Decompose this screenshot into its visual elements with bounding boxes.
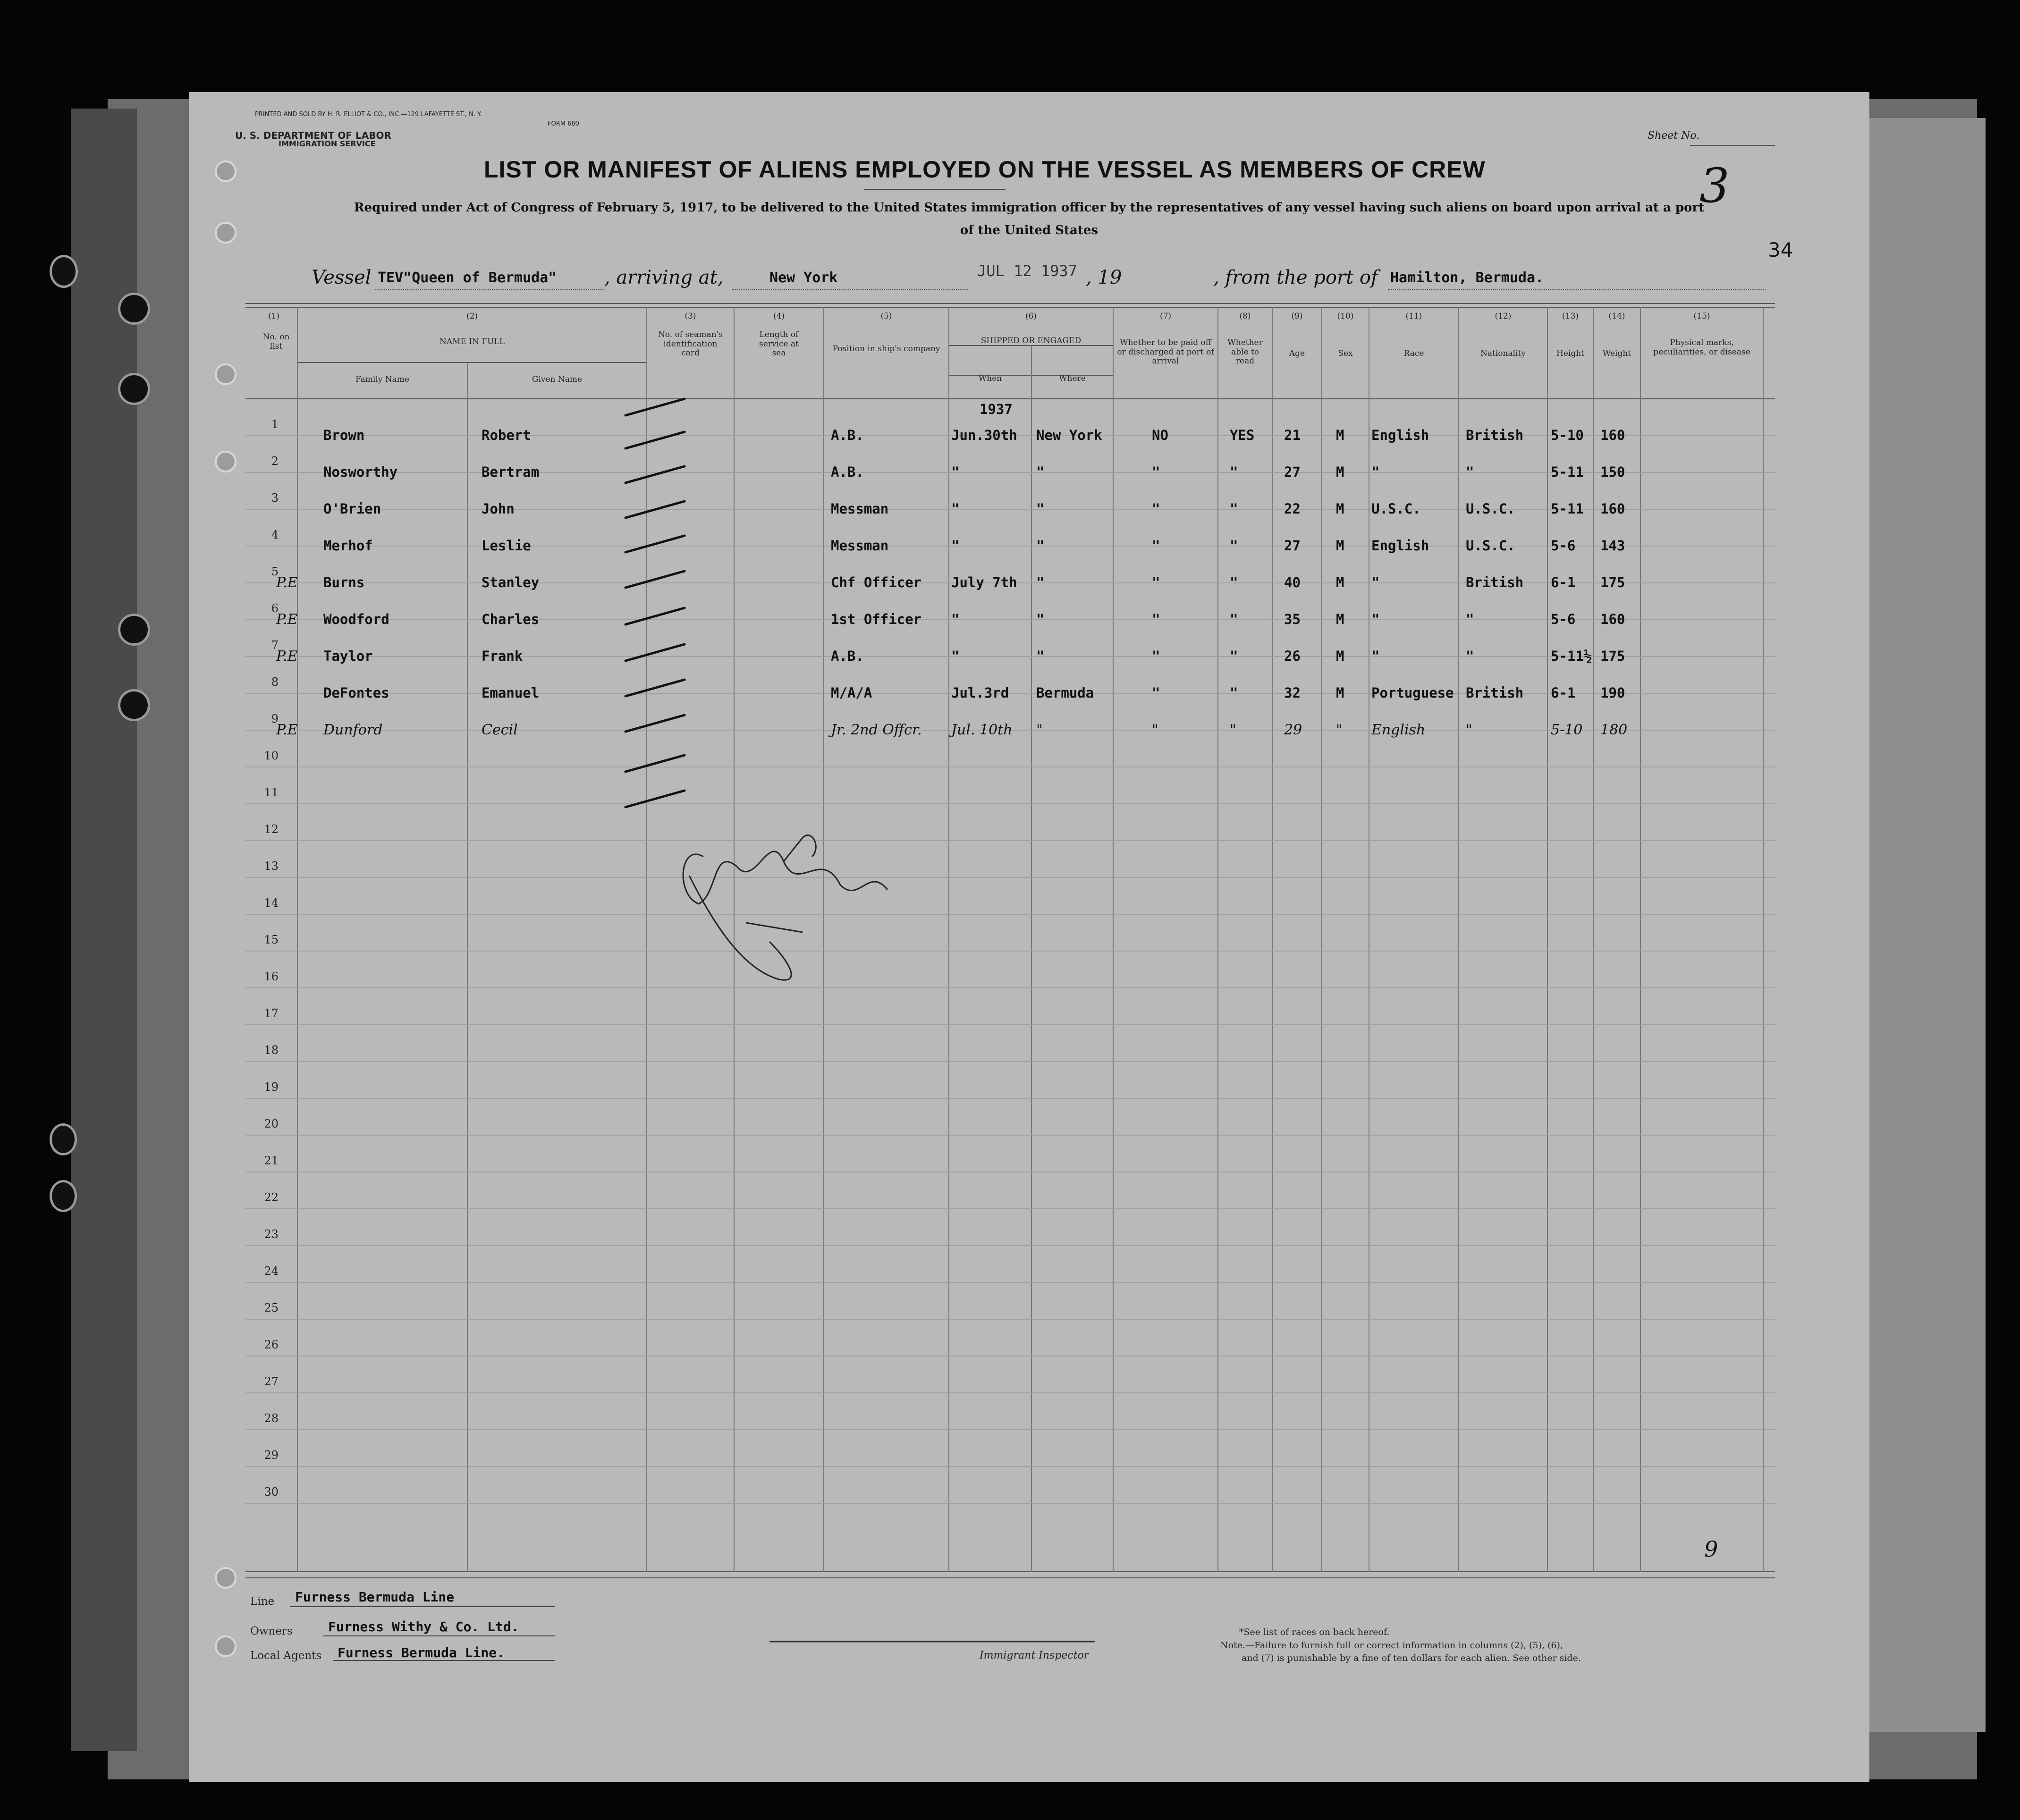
sex-cell: M xyxy=(1336,464,1344,480)
printer-line: PRINTED AND SOLD BY H. R. ELLIOT & CO., INC.—129 LAFAYETTE ST., N. Y. xyxy=(255,111,482,118)
nationality-cell: " xyxy=(1466,648,1474,664)
when-cell: Jul. 10th xyxy=(951,722,1013,738)
owners-label: Owners xyxy=(250,1625,293,1637)
weight-cell: 180 xyxy=(1600,722,1628,738)
row-number: 12 xyxy=(264,823,279,836)
given-name-cell: Stanley xyxy=(482,574,540,590)
row-number: 19 xyxy=(264,1080,279,1094)
col-number: (12) xyxy=(1495,312,1512,321)
row-number: 13 xyxy=(264,859,279,873)
department-name: U. S. DEPARTMENT OF LABOR xyxy=(235,130,391,141)
binding-hole-icon xyxy=(50,255,78,288)
position-cell: Messman xyxy=(831,538,889,554)
weight-cell: 175 xyxy=(1600,574,1625,590)
sheet-number: 3 xyxy=(1699,158,1730,213)
row-number: 1 xyxy=(271,418,279,431)
row-number: 20 xyxy=(264,1117,279,1130)
row-number: 2 xyxy=(271,455,279,468)
when-cell: Jul.3rd xyxy=(951,685,1009,701)
line-label: Line xyxy=(250,1595,275,1608)
weight-cell: 175 xyxy=(1600,648,1625,664)
height-cell: 5-11 xyxy=(1551,501,1584,517)
family-name-cell: Burns xyxy=(323,574,365,590)
paid-off-cell: " xyxy=(1152,722,1158,738)
paid-off-cell: " xyxy=(1152,501,1160,517)
row-number: 4 xyxy=(271,528,279,541)
able-read-cell: YES xyxy=(1230,427,1255,443)
age-cell: 21 xyxy=(1284,427,1301,443)
nationality-cell: British xyxy=(1466,427,1524,443)
age-cell: 27 xyxy=(1284,538,1301,554)
family-name-cell: Merhof xyxy=(323,538,373,554)
height-cell: 5-6 xyxy=(1551,611,1576,627)
pe-mark: P.E xyxy=(276,574,298,591)
agents-value: Furness Bermuda Line. xyxy=(338,1645,505,1660)
position-cell: A.B. xyxy=(831,427,864,443)
owners-value: Furness Withy & Co. Ltd. xyxy=(328,1619,519,1635)
given-name-cell: Robert xyxy=(482,427,531,443)
when-cell: July 7th xyxy=(951,574,1017,590)
header-height: Height xyxy=(1556,349,1584,358)
row-number: 23 xyxy=(264,1228,279,1241)
binding-hole-icon xyxy=(118,614,150,646)
age-cell: 22 xyxy=(1284,501,1301,517)
header-shipped: SHIPPED OR ENGAGED xyxy=(980,336,1082,345)
row-number: 17 xyxy=(264,1007,279,1020)
col-number: (1) xyxy=(268,312,280,321)
sex-cell: M xyxy=(1336,574,1344,590)
where-cell: " xyxy=(1036,574,1045,590)
manifest-sheet xyxy=(189,92,1869,1782)
race-cell: Portuguese xyxy=(1371,685,1454,701)
nationality-cell: British xyxy=(1466,685,1524,701)
when-cell: " xyxy=(951,648,960,664)
inspector-label: Immigrant Inspector xyxy=(980,1650,1089,1661)
header-given-name: Given Name xyxy=(532,375,583,384)
where-cell: " xyxy=(1036,611,1045,627)
row-number: 30 xyxy=(264,1485,279,1499)
paid-off-cell: " xyxy=(1152,538,1160,554)
able-read-cell: " xyxy=(1230,501,1238,517)
row-number: 28 xyxy=(264,1412,279,1425)
race-cell: U.S.C. xyxy=(1371,501,1421,517)
header-id-card: No. of seaman's identification card xyxy=(658,330,723,358)
family-name-cell: Dunford xyxy=(323,722,383,738)
race-cell: " xyxy=(1371,648,1380,664)
age-cell: 26 xyxy=(1284,648,1301,664)
where-cell: " xyxy=(1036,501,1045,517)
row-number: 24 xyxy=(264,1264,279,1278)
sex-cell: M xyxy=(1336,427,1344,443)
weight-cell: 150 xyxy=(1600,464,1625,480)
nationality-cell: " xyxy=(1466,722,1472,738)
row-number: 14 xyxy=(264,896,279,910)
age-cell: 35 xyxy=(1284,611,1301,627)
row-number: 8 xyxy=(271,675,279,689)
page-stamp: 34 xyxy=(1768,238,1793,261)
races-note: *See list of races on back hereof. xyxy=(1239,1627,1390,1637)
able-read-cell: " xyxy=(1230,464,1238,480)
sex-cell: M xyxy=(1336,648,1344,664)
header-no-on-list: No. on list xyxy=(262,332,290,351)
given-name-cell: Frank xyxy=(482,648,523,664)
family-name-cell: Nosworthy xyxy=(323,464,398,480)
nationality-cell: U.S.C. xyxy=(1466,501,1515,517)
able-read-cell: " xyxy=(1230,611,1238,627)
height-cell: 5-11 xyxy=(1551,464,1584,480)
height-cell: 5-10 xyxy=(1551,427,1584,443)
height-cell: 5-11½ xyxy=(1551,648,1592,664)
given-name-cell: Cecil xyxy=(482,722,518,738)
line-rule xyxy=(290,1606,555,1607)
header-position: Position in ship's company xyxy=(832,344,940,354)
row-number: 22 xyxy=(264,1191,279,1204)
able-read-cell: " xyxy=(1230,648,1238,664)
year-prefix: , 19 xyxy=(1086,267,1122,288)
paid-off-cell: NO xyxy=(1152,427,1168,443)
subtitle-line-2: of the United States xyxy=(960,223,1099,237)
header-age: Age xyxy=(1289,349,1305,358)
nationality-cell: U.S.C. xyxy=(1466,538,1515,554)
fine-note-1: Note.—Failure to furnish full or correct information in columns (2), (5), (6), xyxy=(1220,1640,1563,1651)
binding-hole-icon xyxy=(50,1123,77,1155)
position-cell: A.B. xyxy=(831,648,864,664)
col-number: (8) xyxy=(1239,312,1251,321)
row-number: 5 xyxy=(271,565,279,578)
race-cell: " xyxy=(1371,611,1380,627)
family-name-cell: DeFontes xyxy=(323,685,389,701)
col-number: (3) xyxy=(685,312,696,321)
row-number: 11 xyxy=(264,786,279,799)
from-port-label: , from the port of xyxy=(1213,267,1378,288)
col-number: (5) xyxy=(880,312,892,321)
header-nationality: Nationality xyxy=(1480,349,1526,358)
weight-cell: 160 xyxy=(1600,501,1625,517)
header-family-name: Family Name xyxy=(355,375,409,384)
binding-hole-icon xyxy=(50,1180,77,1212)
race-cell: English xyxy=(1371,538,1429,554)
header-able-read: Whether able to read xyxy=(1227,338,1263,366)
given-name-cell: Emanuel xyxy=(482,685,540,701)
row-number: 15 xyxy=(264,933,279,946)
row-number: 21 xyxy=(264,1154,279,1167)
year-note: 1937 xyxy=(980,401,1013,417)
row-number: 16 xyxy=(264,970,279,983)
vessel-name: TEV"Queen of Bermuda" xyxy=(378,270,557,286)
arriving-label: , arriving at, xyxy=(604,267,724,288)
row-number: 27 xyxy=(264,1375,279,1388)
binding-edge xyxy=(71,109,137,1751)
page-title: LIST OR MANIFEST OF ALIENS EMPLOYED ON THE VESSEL AS MEMBERS OF CREW xyxy=(484,156,1486,183)
sex-cell: " xyxy=(1336,722,1343,738)
position-cell: Chf Officer xyxy=(831,574,922,590)
paid-off-cell: " xyxy=(1152,685,1160,701)
row-number: 3 xyxy=(271,491,279,505)
nationality-cell: " xyxy=(1466,611,1474,627)
when-cell: " xyxy=(951,538,960,554)
row-number: 6 xyxy=(271,602,279,615)
position-cell: M/A/A xyxy=(831,685,872,701)
col-number: (10) xyxy=(1337,312,1354,321)
position-cell: Messman xyxy=(831,501,889,517)
paid-off-cell: " xyxy=(1152,574,1160,590)
col-number: (6) xyxy=(1025,312,1037,321)
col-number: (15) xyxy=(1693,312,1710,321)
page-stack-edge xyxy=(1855,118,1986,1732)
pe-mark: P.E xyxy=(276,648,298,665)
corner-mark: 9 xyxy=(1704,1536,1718,1562)
agents-label: Local Agents xyxy=(250,1650,322,1662)
row-number: 25 xyxy=(264,1301,279,1314)
line-value: Furness Bermuda Line xyxy=(295,1589,455,1605)
paid-off-cell: " xyxy=(1152,648,1160,664)
weight-cell: 160 xyxy=(1600,611,1625,627)
position-cell: 1st Officer xyxy=(831,611,922,627)
service-name: IMMIGRATION SERVICE xyxy=(279,139,376,148)
row-number: 26 xyxy=(264,1338,279,1351)
header-length-service: Length of service at sea xyxy=(759,330,799,358)
col-number: (4) xyxy=(773,312,785,321)
arriving-port: New York xyxy=(769,270,838,286)
where-cell: " xyxy=(1036,464,1045,480)
sex-cell: M xyxy=(1336,538,1344,554)
header-paid-off: Whether to be paid off or discharged at port of arrival xyxy=(1117,338,1214,366)
sex-cell: M xyxy=(1336,685,1344,701)
race-cell: English xyxy=(1371,427,1429,443)
col-number: (2) xyxy=(466,312,478,321)
where-cell: New York xyxy=(1036,427,1102,443)
family-name-cell: Woodford xyxy=(323,611,389,627)
age-cell: 32 xyxy=(1284,685,1301,701)
given-name-cell: Bertram xyxy=(482,464,540,480)
able-read-cell: " xyxy=(1230,538,1238,554)
height-cell: 5-10 xyxy=(1551,722,1583,738)
family-name-cell: O'Brien xyxy=(323,501,381,517)
col-number: (7) xyxy=(1159,312,1172,321)
given-name-cell: Charles xyxy=(482,611,540,627)
subtitle-line-1: Required under Act of Congress of February 5, 1917, to be delivered to the United States immigration officer by the representatives of any vessel having such aliens on board upon arrival at a port xyxy=(354,201,1705,215)
row-number: 9 xyxy=(271,712,279,725)
header-physical-marks: Physical marks, peculiarities, or disease xyxy=(1653,338,1750,357)
when-cell: " xyxy=(951,464,960,480)
given-name-cell: Leslie xyxy=(482,538,531,554)
agents-rule xyxy=(333,1660,555,1661)
col-number: (14) xyxy=(1608,312,1625,321)
paid-off-cell: " xyxy=(1152,611,1160,627)
from-port: Hamilton, Bermuda. xyxy=(1390,270,1544,286)
when-cell: Jun.30th xyxy=(951,427,1017,443)
col-number: (11) xyxy=(1405,312,1422,321)
header-when: When xyxy=(978,374,1002,383)
col-number: (13) xyxy=(1562,312,1579,321)
height-cell: 6-1 xyxy=(1551,574,1576,590)
sex-cell: M xyxy=(1336,501,1344,517)
header-weight: Weight xyxy=(1602,349,1631,358)
given-name-cell: John xyxy=(482,501,515,517)
binding-hole-icon xyxy=(118,293,150,325)
position-cell: A.B. xyxy=(831,464,864,480)
fine-note-2: and (7) is punishable by a fine of ten dollars for each alien. See other side. xyxy=(1242,1653,1581,1663)
race-cell: " xyxy=(1371,574,1380,590)
pe-mark: P.E xyxy=(276,611,298,628)
date-stamp: JUL 12 1937 xyxy=(977,262,1077,280)
header-name-in-full: NAME IN FULL xyxy=(439,337,505,346)
header-race: Race xyxy=(1403,349,1424,358)
where-cell: Bermuda xyxy=(1036,685,1094,701)
owners-rule xyxy=(323,1635,555,1636)
col-number: (9) xyxy=(1291,312,1303,321)
row-number: 18 xyxy=(264,1044,279,1057)
weight-cell: 190 xyxy=(1600,685,1625,701)
where-cell: " xyxy=(1036,648,1045,664)
header-where: Where xyxy=(1059,374,1086,383)
height-cell: 5-6 xyxy=(1551,538,1576,554)
family-name-cell: Taylor xyxy=(323,648,373,664)
binding-hole-icon xyxy=(118,689,150,721)
where-cell: " xyxy=(1036,722,1043,738)
sheet-number-label: Sheet No. xyxy=(1648,130,1700,142)
vessel-label: Vessel xyxy=(312,267,372,288)
where-cell: " xyxy=(1036,538,1045,554)
binding-hole-icon xyxy=(118,373,150,405)
nationality-cell: British xyxy=(1466,574,1524,590)
able-read-cell: " xyxy=(1230,722,1236,738)
paid-off-cell: " xyxy=(1152,464,1160,480)
header-sex: Sex xyxy=(1338,349,1353,358)
when-cell: " xyxy=(951,611,960,627)
position-cell: Jr. 2nd Offcr. xyxy=(831,722,922,738)
sex-cell: M xyxy=(1336,611,1344,627)
able-read-cell: " xyxy=(1230,574,1238,590)
able-read-cell: " xyxy=(1230,685,1238,701)
age-cell: 29 xyxy=(1284,722,1302,738)
row-number: 10 xyxy=(264,749,279,762)
weight-cell: 143 xyxy=(1600,538,1625,554)
when-cell: " xyxy=(951,501,960,517)
pe-mark: P.E xyxy=(276,722,298,738)
weight-cell: 160 xyxy=(1600,427,1625,443)
form-number: FORM 680 xyxy=(548,120,579,127)
age-cell: 40 xyxy=(1284,574,1301,590)
row-number: 7 xyxy=(271,639,279,652)
race-cell: English xyxy=(1371,722,1426,738)
age-cell: 27 xyxy=(1284,464,1301,480)
race-cell: " xyxy=(1371,464,1380,480)
height-cell: 6-1 xyxy=(1551,685,1576,701)
nationality-cell: " xyxy=(1466,464,1474,480)
row-number: 29 xyxy=(264,1449,279,1462)
family-name-cell: Brown xyxy=(323,427,365,443)
